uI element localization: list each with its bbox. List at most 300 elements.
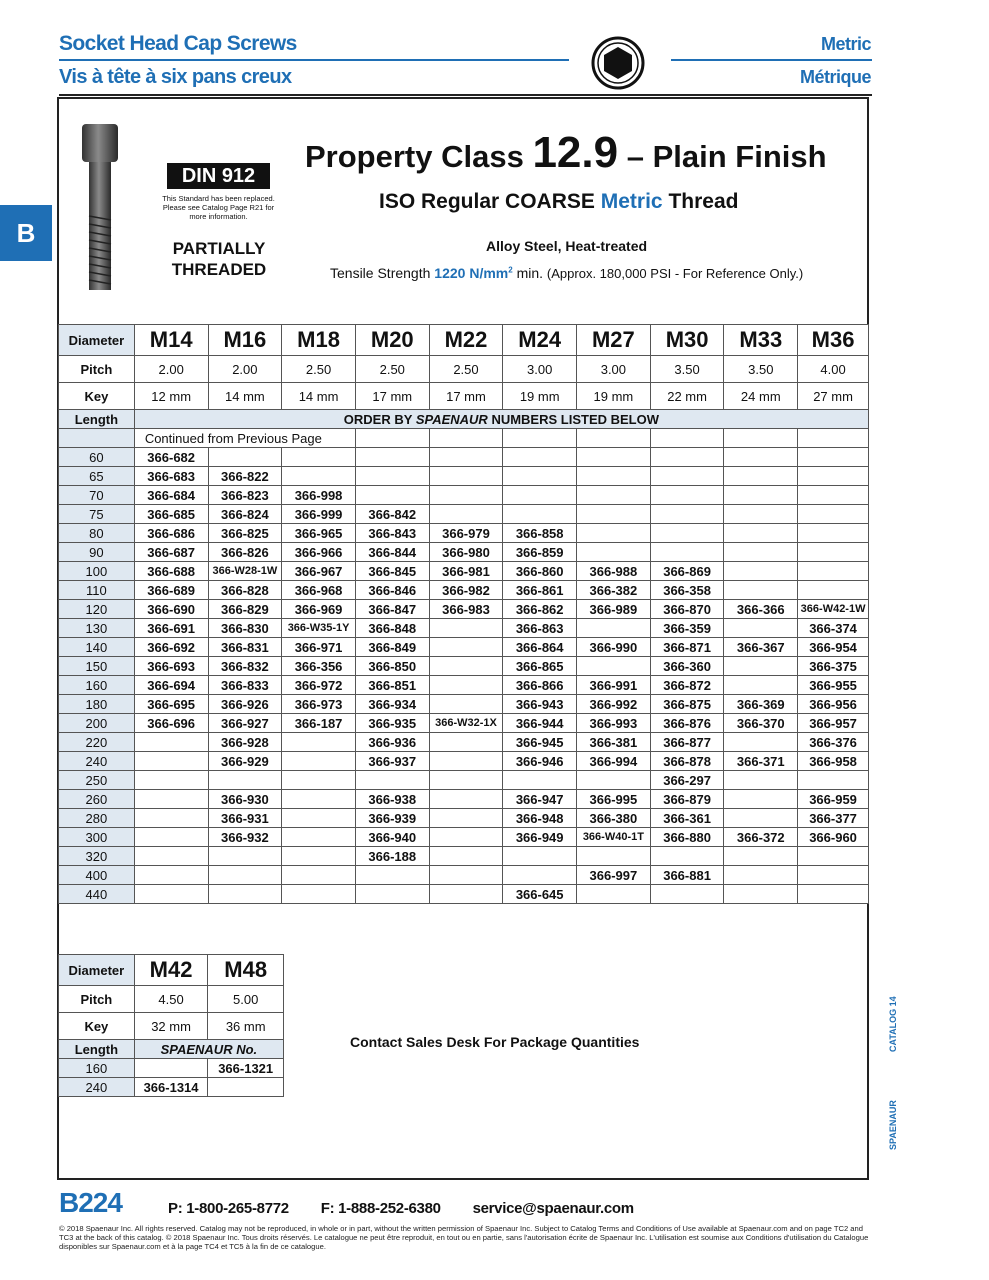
phone-number: P: 1-800-265-8772 <box>168 1200 289 1217</box>
empty-cell <box>724 676 798 695</box>
part-number: 366-928 <box>208 733 282 752</box>
tensile-prefix: Tensile Strength <box>330 265 431 281</box>
part-number: 366-992 <box>577 695 651 714</box>
part-number: 366-1314 <box>134 1078 208 1097</box>
empty-cell <box>650 543 724 562</box>
empty-cell <box>134 828 208 847</box>
part-number: 366-356 <box>282 657 356 676</box>
part-number: 366-858 <box>503 524 577 543</box>
length-value: 150 <box>59 657 135 676</box>
header-rule-left-top <box>59 59 569 61</box>
length-label: Length <box>59 1040 135 1059</box>
part-number: 366-972 <box>282 676 356 695</box>
diameter-m18: M18 <box>282 325 356 356</box>
part-number: 366-982 <box>429 581 503 600</box>
order-brand: SPAENAUR <box>415 411 488 427</box>
part-number: 366-823 <box>208 486 282 505</box>
table-row <box>59 657 869 676</box>
part-number: 366-991 <box>577 676 651 695</box>
length-value: 160 <box>59 676 135 695</box>
part-number: 366-684 <box>134 486 208 505</box>
length-value: 440 <box>59 885 135 904</box>
empty-cell <box>798 562 869 581</box>
empty-cell <box>798 543 869 562</box>
continued-note: Continued from Previous Page <box>134 429 355 448</box>
diameter-m33: M33 <box>724 325 798 356</box>
empty-cell <box>798 524 869 543</box>
part-number: 366-946 <box>503 752 577 771</box>
part-number: 366-688 <box>134 562 208 581</box>
pitch-value: 3.50 <box>724 356 798 383</box>
empty-cell <box>429 847 503 866</box>
empty-cell <box>282 752 356 771</box>
part-number: 366-877 <box>650 733 724 752</box>
part-number: 366-842 <box>355 505 429 524</box>
catalog-side-label: CATALOG 14 <box>888 996 898 1052</box>
part-number: 366-366 <box>724 600 798 619</box>
part-number: 366-980 <box>429 543 503 562</box>
part-number: 366-188 <box>355 847 429 866</box>
empty-cell <box>798 505 869 524</box>
empty-cell <box>282 771 356 790</box>
empty-cell <box>134 790 208 809</box>
table-row <box>59 1059 284 1078</box>
page-title-english: Socket Head Cap Screws <box>59 32 297 55</box>
footer-contacts <box>168 1200 662 1217</box>
part-number: 366-W28-1W <box>208 562 282 581</box>
empty-cell <box>798 467 869 486</box>
part-number: 366-831 <box>208 638 282 657</box>
part-number: 366-187 <box>282 714 356 733</box>
empty-cell <box>282 809 356 828</box>
length-value: 280 <box>59 809 135 828</box>
part-number: 366-948 <box>503 809 577 828</box>
empty-cell <box>577 448 651 467</box>
part-number: 366-848 <box>355 619 429 638</box>
part-number: 366-954 <box>798 638 869 657</box>
part-number: 366-849 <box>355 638 429 657</box>
empty-cell <box>650 885 724 904</box>
empty-cell <box>134 866 208 885</box>
part-number: 366-869 <box>650 562 724 581</box>
order-by-heading <box>134 410 868 429</box>
table-row <box>59 448 869 467</box>
tensile-strength <box>330 265 803 281</box>
order-prefix: ORDER BY <box>343 411 413 427</box>
empty-cell <box>503 486 577 505</box>
part-number: 366-862 <box>503 600 577 619</box>
pitch-value: 2.00 <box>208 356 282 383</box>
key-value: 19 mm <box>577 383 651 410</box>
pitch-row <box>59 356 869 383</box>
empty-cell <box>134 847 208 866</box>
screw-image <box>80 124 120 292</box>
table-row <box>59 828 869 847</box>
table-row <box>59 714 869 733</box>
part-number: 366-845 <box>355 562 429 581</box>
part-number: 366-944 <box>503 714 577 733</box>
diameter-m20: M20 <box>355 325 429 356</box>
part-number: 366-375 <box>798 657 869 676</box>
pitch-value: 2.50 <box>429 356 503 383</box>
part-number: 366-828 <box>208 581 282 600</box>
continued-row <box>59 429 869 448</box>
part-number: 366-377 <box>798 809 869 828</box>
part-number: 366-947 <box>503 790 577 809</box>
partially-threaded-label <box>150 238 288 280</box>
empty-cell <box>429 467 503 486</box>
part-number: 366-989 <box>577 600 651 619</box>
empty-cell <box>134 809 208 828</box>
empty-cell <box>429 505 503 524</box>
empty-cell <box>429 790 503 809</box>
length-header-row <box>59 410 869 429</box>
part-number: 366-990 <box>577 638 651 657</box>
part-number: 366-988 <box>577 562 651 581</box>
part-number: 366-690 <box>134 600 208 619</box>
property-suffix: – Plain Finish <box>626 139 827 174</box>
pitch-value: 3.50 <box>650 356 724 383</box>
empty-cell <box>208 866 282 885</box>
empty-cell <box>724 809 798 828</box>
part-number: 366-943 <box>503 695 577 714</box>
key-row <box>59 383 869 410</box>
page-number: B224 <box>59 1187 122 1218</box>
table-row <box>59 790 869 809</box>
key-label: Key <box>59 383 135 410</box>
din-badge: DIN 912 <box>167 163 270 189</box>
order-suffix: NUMBERS LISTED BELOW <box>491 411 659 427</box>
part-number: 366-979 <box>429 524 503 543</box>
diameter-m36: M36 <box>798 325 869 356</box>
part-number: 366-380 <box>577 809 651 828</box>
part-number: 366-981 <box>429 562 503 581</box>
brand-side-label: SPAENAUR <box>888 1100 898 1150</box>
size-table-main <box>58 324 869 934</box>
part-number: 366-960 <box>798 828 869 847</box>
empty-cell <box>355 885 429 904</box>
empty-cell <box>429 752 503 771</box>
diameter-m16: M16 <box>208 325 282 356</box>
tensile-note: (Approx. 180,000 PSI - For Reference Only.) <box>546 266 804 281</box>
pitch-value: 4.00 <box>798 356 869 383</box>
diameter-m14: M14 <box>134 325 208 356</box>
diameter-label: Diameter <box>59 325 135 356</box>
part-number: 366-847 <box>355 600 429 619</box>
header-rule-bottom <box>59 94 872 96</box>
empty-cell <box>429 695 503 714</box>
empty-cell <box>650 467 724 486</box>
empty-cell <box>208 448 282 467</box>
part-number: 366-872 <box>650 676 724 695</box>
length-value: 110 <box>59 581 135 600</box>
part-number: 366-645 <box>503 885 577 904</box>
part-number: 366-851 <box>355 676 429 695</box>
thread-heading <box>379 190 738 214</box>
header-rule-right-top <box>671 59 872 61</box>
key-value: 14 mm <box>208 383 282 410</box>
pitch-label: Pitch <box>59 356 135 383</box>
part-number: 366-971 <box>282 638 356 657</box>
table-cell <box>429 429 503 448</box>
length-value: 120 <box>59 600 135 619</box>
empty-cell <box>208 771 282 790</box>
part-number: 366-936 <box>355 733 429 752</box>
length-value: 70 <box>59 486 135 505</box>
table-cell <box>503 429 577 448</box>
part-number: 366-358 <box>650 581 724 600</box>
empty-cell <box>208 885 282 904</box>
empty-cell <box>798 448 869 467</box>
empty-cell <box>282 448 356 467</box>
part-number: 366-932 <box>208 828 282 847</box>
table-row <box>59 733 869 752</box>
part-number: 366-934 <box>355 695 429 714</box>
key-value: 17 mm <box>429 383 503 410</box>
part-number: 366-997 <box>577 866 651 885</box>
empty-cell <box>503 847 577 866</box>
pitch-value: 2.50 <box>355 356 429 383</box>
size-table-large <box>58 954 284 1097</box>
table-row <box>59 486 869 505</box>
diameter-m42: M42 <box>134 955 208 986</box>
key-value: 27 mm <box>798 383 869 410</box>
table-row <box>59 1078 284 1097</box>
iso-metric: Metric <box>600 190 663 213</box>
spaenaur-no-heading: SPAENAUR No. <box>134 1040 283 1059</box>
empty-cell <box>724 467 798 486</box>
key-value: 19 mm <box>503 383 577 410</box>
part-number: 366-938 <box>355 790 429 809</box>
part-number: 366-937 <box>355 752 429 771</box>
part-number: 366-994 <box>577 752 651 771</box>
part-number: 366-955 <box>798 676 869 695</box>
empty-cell <box>577 619 651 638</box>
part-number: 366-685 <box>134 505 208 524</box>
part-number: 366-693 <box>134 657 208 676</box>
part-number: 366-372 <box>724 828 798 847</box>
part-number: 366-381 <box>577 733 651 752</box>
pitch-value: 3.00 <box>503 356 577 383</box>
length-value: 140 <box>59 638 135 657</box>
length-value: 400 <box>59 866 135 885</box>
table-cell <box>798 429 869 448</box>
part-number: 366-829 <box>208 600 282 619</box>
part-number: 366-860 <box>503 562 577 581</box>
part-number: 366-956 <box>798 695 869 714</box>
empty-cell <box>208 847 282 866</box>
empty-cell <box>724 619 798 638</box>
empty-cell <box>429 638 503 657</box>
part-number: 366-995 <box>577 790 651 809</box>
empty-cell <box>577 467 651 486</box>
empty-cell <box>282 828 356 847</box>
key-value: 32 mm <box>134 1013 208 1040</box>
email-link[interactable]: service@spaenaur.com <box>472 1200 634 1217</box>
empty-cell <box>134 885 208 904</box>
diameter-row <box>59 325 869 356</box>
material-label: Alloy Steel, Heat-treated <box>486 238 648 254</box>
part-number: 366-830 <box>208 619 282 638</box>
empty-cell <box>577 657 651 676</box>
part-number: 366-361 <box>650 809 724 828</box>
diameter-row <box>59 955 284 986</box>
table-row <box>59 619 869 638</box>
key-value: 22 mm <box>650 383 724 410</box>
empty-cell <box>429 619 503 638</box>
length-header-row <box>59 1040 284 1059</box>
empty-cell <box>650 505 724 524</box>
part-number: 366-859 <box>503 543 577 562</box>
empty-cell <box>577 847 651 866</box>
empty-cell <box>282 790 356 809</box>
part-number: 366-957 <box>798 714 869 733</box>
length-value: 260 <box>59 790 135 809</box>
socket-head-icon <box>591 36 645 90</box>
table-row <box>59 771 869 790</box>
length-value: 240 <box>59 752 135 771</box>
part-number: 366-691 <box>134 619 208 638</box>
partial-line1: PARTIALLY <box>172 239 266 258</box>
table-row <box>59 866 869 885</box>
key-value: 36 mm <box>208 1013 284 1040</box>
part-number: 366-865 <box>503 657 577 676</box>
part-number: 366-683 <box>134 467 208 486</box>
key-value: 24 mm <box>724 383 798 410</box>
empty-cell <box>724 885 798 904</box>
part-number: 366-W40-1T <box>577 828 651 847</box>
part-number: 366-822 <box>208 467 282 486</box>
empty-cell <box>429 885 503 904</box>
empty-cell <box>134 733 208 752</box>
part-number: 366-863 <box>503 619 577 638</box>
part-number: 366-880 <box>650 828 724 847</box>
part-number: 366-871 <box>650 638 724 657</box>
part-number: 366-983 <box>429 600 503 619</box>
empty-cell <box>429 866 503 885</box>
length-value: 160 <box>59 1059 135 1078</box>
part-number: 366-367 <box>724 638 798 657</box>
empty-cell <box>429 809 503 828</box>
part-number: 366-360 <box>650 657 724 676</box>
part-number: 366-929 <box>208 752 282 771</box>
contact-note: Contact Sales Desk For Package Quantities <box>350 1034 640 1050</box>
part-number: 366-832 <box>208 657 282 676</box>
empty-cell <box>429 657 503 676</box>
length-value: 180 <box>59 695 135 714</box>
empty-cell <box>577 543 651 562</box>
key-row <box>59 1013 284 1040</box>
key-value: 17 mm <box>355 383 429 410</box>
part-number: 366-931 <box>208 809 282 828</box>
table-row <box>59 695 869 714</box>
part-number: 366-926 <box>208 695 282 714</box>
empty-cell <box>724 733 798 752</box>
empty-cell <box>429 676 503 695</box>
pitch-label: Pitch <box>59 986 135 1013</box>
length-value: 220 <box>59 733 135 752</box>
table-row <box>59 505 869 524</box>
fax-number: F: 1-888-252-6380 <box>320 1200 441 1217</box>
part-number: 366-689 <box>134 581 208 600</box>
part-number: 366-998 <box>282 486 356 505</box>
pitch-value: 3.00 <box>577 356 651 383</box>
part-number: 366-850 <box>355 657 429 676</box>
legal-notice: © 2018 Spaenaur Inc. All rights reserved. Catalog may not be reproduced, in whole or in part, without the written permission of Spaenaur Inc. Subject to Catalog Terms and Conditions of Use available at Spaenaur.com and on page TC2 and TC3 at the back of this catalog. © 2018 Spaenaur Inc. Tous droits réservés. Le catalogue ne peut être reproduit, en tout ou en partie, sans l'autorisation écrite de Spaenaur Inc. L'utilisation est soumise aux Conditions d'utilisation du Catalogue disponibles sur Spaenaur.com et à la page TC4 et TC5 à la fin de ce catalogue. <box>59 1224 869 1251</box>
part-number: 366-993 <box>577 714 651 733</box>
partial-line2: THREADED <box>171 260 267 279</box>
table-cell <box>355 429 429 448</box>
section-tab: B <box>0 205 52 261</box>
tensile-value <box>434 265 512 281</box>
part-number: 366-958 <box>798 752 869 771</box>
part-number: 366-682 <box>134 448 208 467</box>
part-number: 366-692 <box>134 638 208 657</box>
empty-cell <box>429 733 503 752</box>
part-number: 366-370 <box>724 714 798 733</box>
tensile-number: 1220 N/mm <box>434 265 509 281</box>
length-value: 65 <box>59 467 135 486</box>
diameter-m22: M22 <box>429 325 503 356</box>
part-number: 366-879 <box>650 790 724 809</box>
pitch-row <box>59 986 284 1013</box>
part-number: 366-W42-1W <box>798 600 869 619</box>
empty-cell <box>650 847 724 866</box>
empty-cell <box>282 467 356 486</box>
part-number: 366-866 <box>503 676 577 695</box>
part-number: 366-369 <box>724 695 798 714</box>
empty-cell <box>134 752 208 771</box>
table-row <box>59 524 869 543</box>
empty-cell <box>429 448 503 467</box>
diameter-m48: M48 <box>208 955 284 986</box>
length-value: 80 <box>59 524 135 543</box>
empty-cell <box>724 866 798 885</box>
part-number: 366-374 <box>798 619 869 638</box>
empty-cell <box>355 486 429 505</box>
part-number: 366-969 <box>282 600 356 619</box>
empty-cell <box>429 828 503 847</box>
part-number: 366-864 <box>503 638 577 657</box>
table-cell <box>724 429 798 448</box>
empty-cell <box>724 543 798 562</box>
empty-cell <box>650 486 724 505</box>
part-number: 366-825 <box>208 524 282 543</box>
empty-cell <box>577 885 651 904</box>
property-class-heading <box>305 128 827 178</box>
iso-suffix: Thread <box>668 190 739 213</box>
part-number: 366-686 <box>134 524 208 543</box>
part-number: 366-965 <box>282 524 356 543</box>
empty-cell <box>724 771 798 790</box>
empty-cell <box>577 771 651 790</box>
diameter-m30: M30 <box>650 325 724 356</box>
tensile-sup: 2 <box>508 265 513 275</box>
part-number: 366-687 <box>134 543 208 562</box>
empty-cell <box>577 505 651 524</box>
key-value: 14 mm <box>282 383 356 410</box>
empty-cell <box>724 562 798 581</box>
empty-cell <box>577 486 651 505</box>
part-number: 366-861 <box>503 581 577 600</box>
part-number: 366-843 <box>355 524 429 543</box>
table-row <box>59 676 869 695</box>
part-number: 366-695 <box>134 695 208 714</box>
empty-cell <box>724 581 798 600</box>
length-value: 130 <box>59 619 135 638</box>
table-cell <box>577 429 651 448</box>
empty-cell <box>355 866 429 885</box>
